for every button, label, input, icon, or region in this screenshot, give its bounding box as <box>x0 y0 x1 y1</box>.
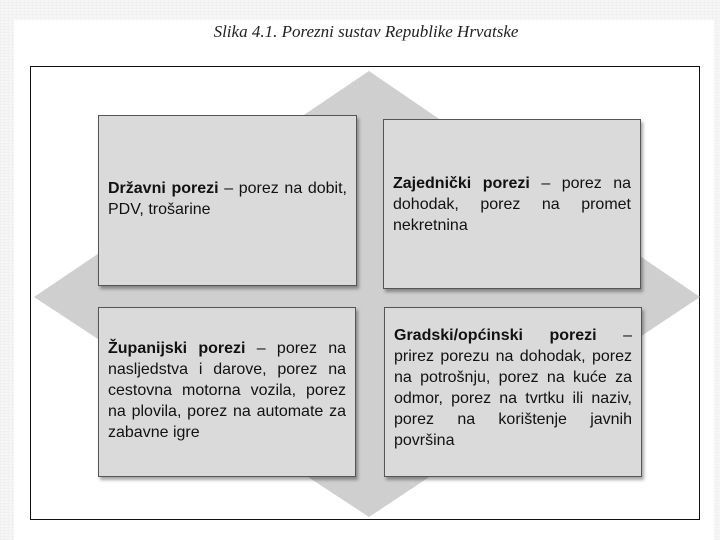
joint-taxes-title: Zajednički porezi <box>393 175 530 192</box>
state-taxes-box <box>98 115 357 286</box>
state-taxes-title: Državni porezi <box>108 180 219 197</box>
county-taxes-box <box>98 307 356 477</box>
figure-caption: Slika 4.1. Porezni sustav Republike Hrvatske <box>213 22 519 41</box>
city-taxes-description: – prirez porezu na dohodak, porez na potrošnju, porez na kuće za odmor, porez na tvrtku ili naziv, porez na korištenje javnih površina <box>394 327 632 449</box>
joint-taxes-text <box>393 173 631 236</box>
joint-taxes-box <box>383 119 641 289</box>
city-taxes-box <box>384 307 642 477</box>
city-taxes-title: Gradski/općinski porezi <box>394 327 597 344</box>
county-taxes-title: Županijski porezi <box>108 340 246 357</box>
state-taxes-description: – porez na dobit, PDV, trošarine <box>108 180 348 218</box>
city-taxes-text <box>394 325 632 451</box>
state-taxes-text <box>108 178 347 220</box>
joint-taxes-description: – porez na dohodak, porez na promet nekretnina <box>393 175 631 234</box>
county-taxes-text <box>108 338 346 443</box>
county-taxes-description: – porez na nasljedstva i darove, porez na cestovna motorna vozila, porez na plovila, porez na automate za zabavne igre <box>108 340 346 441</box>
